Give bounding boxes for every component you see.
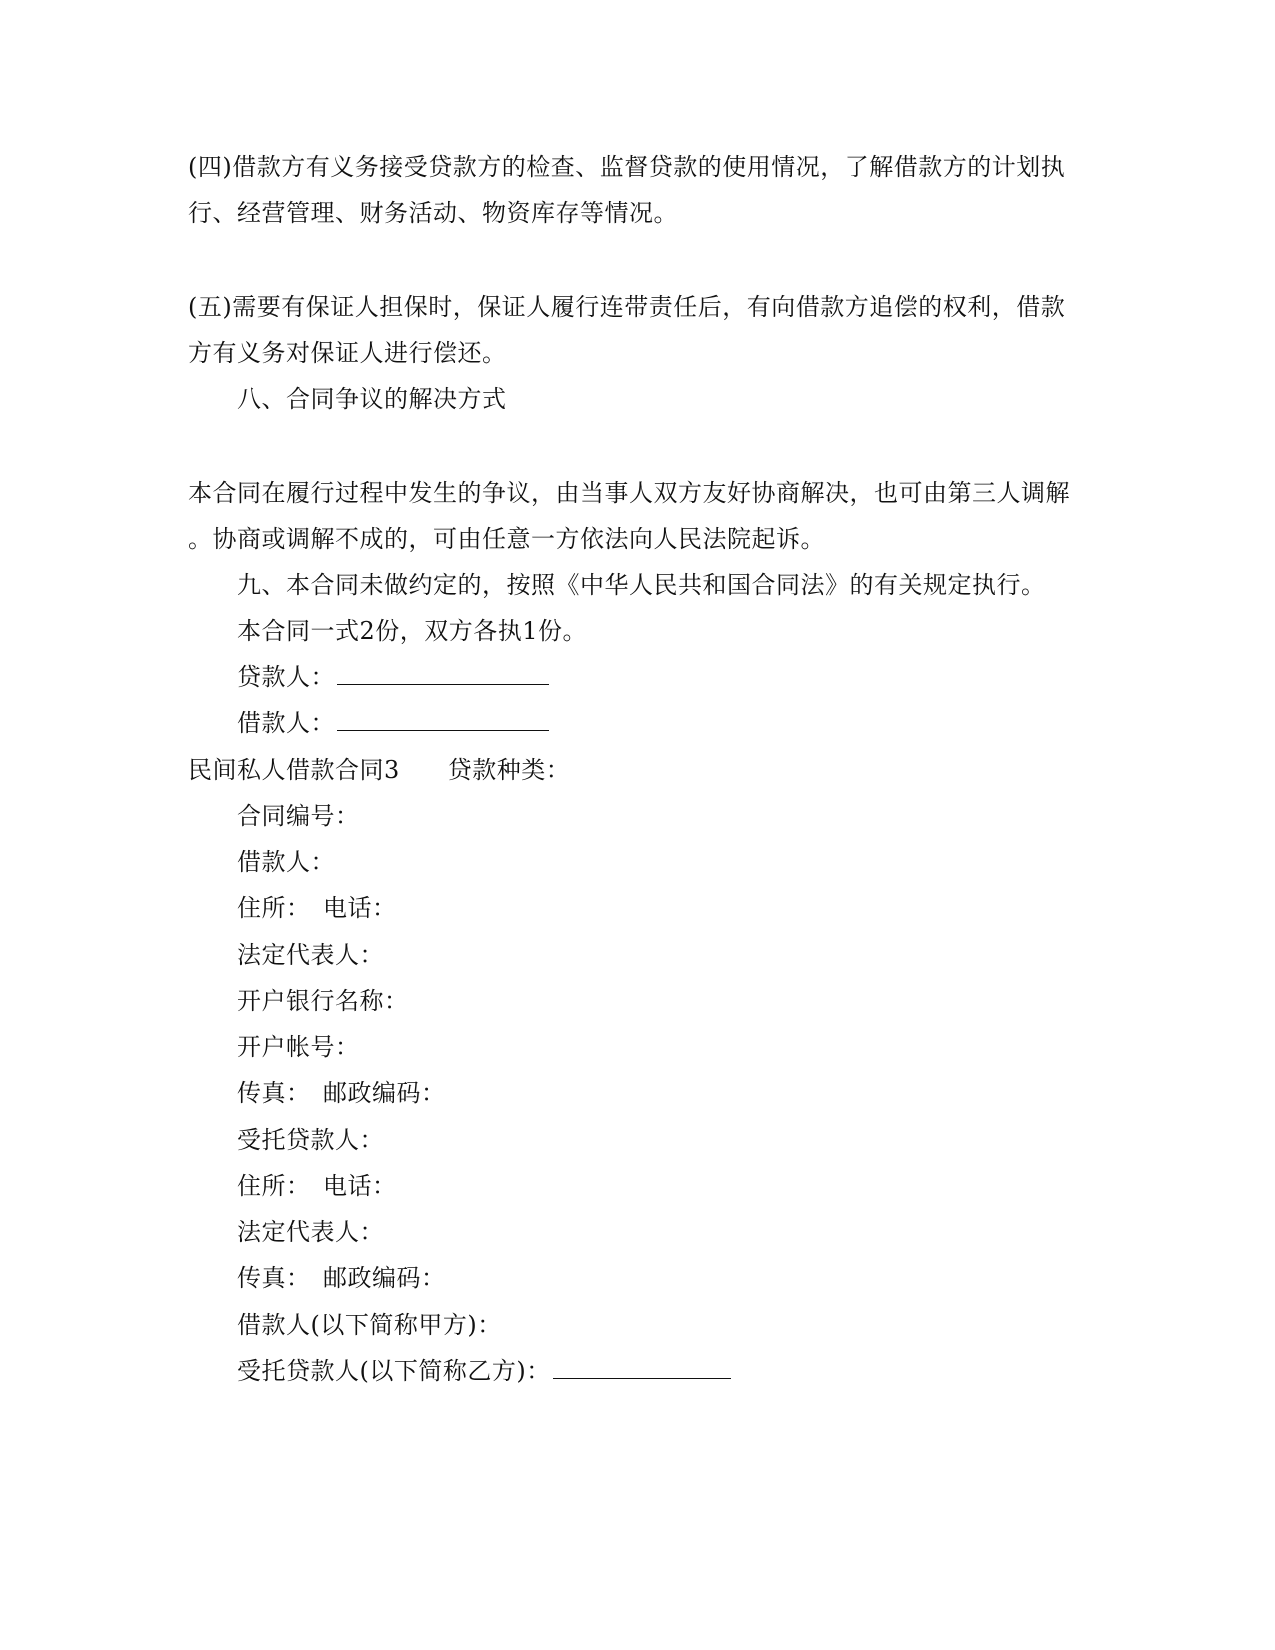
field-address-phone: 住所： 电话： [237,894,397,922]
field-fax-postcode: 传真： 邮政编码： [237,1079,446,1107]
loan-type-label: 贷款种类： [447,756,571,784]
field-address-phone-2: 住所： 电话： [237,1172,397,1200]
para4-line-1: (四)借款方有义务接受贷款方的检查、监督贷款的使用情况，了解借款方的计划执 [188,153,1066,181]
lender-label: 贷款人： [237,663,335,691]
section-8-heading: 八、合同争议的解决方式 [237,385,507,413]
contract-3-heading-line [188,755,570,785]
lender-blank [337,662,549,685]
dispute-line-1: 本合同在履行过程中发生的争议，由当事人双方友好协商解决，也可由第三人调解 [188,479,1070,507]
field-borrower: 借款人： [237,848,335,876]
borrower-signature-line [237,708,549,738]
borrower-blank [337,708,549,731]
para4-line-2: 行、经营管理、财务活动、物资库存等情况。 [188,199,678,227]
field-entrusted-lender: 受托贷款人： [237,1126,384,1154]
section-9: 九、本合同未做约定的，按照《中华人民共和国合同法》的有关规定执行。 [237,571,1046,599]
entrusted-lender-label: 受托贷款人(以下简称乙方)： [237,1357,551,1385]
para5-line-2: 方有义务对保证人进行偿还。 [188,339,507,367]
field-bank-name: 开户银行名称： [237,987,409,1015]
borrower-label: 借款人： [237,709,335,737]
field-fax-postcode-2: 传真： 邮政编码： [237,1264,446,1292]
entrusted-lender-party-b-line [237,1356,731,1386]
field-borrower-party-a: 借款人(以下简称甲方)： [237,1311,502,1339]
para5-line-1: (五)需要有保证人担保时，保证人履行连带责任后，有向借款方追偿的权利，借款 [188,293,1066,321]
field-legal-representative: 法定代表人： [237,941,384,969]
field-contract-number: 合同编号： [237,802,360,830]
lender-signature-line [237,662,549,692]
contract-3-title: 民间私人借款合同3 [188,756,400,784]
field-account-number: 开户帐号： [237,1033,360,1061]
entrusted-lender-blank [553,1356,731,1379]
copies-clause: 本合同一式2份，双方各执1份。 [237,617,588,645]
field-legal-representative-2: 法定代表人： [237,1218,384,1246]
dispute-line-2: 。协商或调解不成的，可由任意一方依法向人民法院起诉。 [188,525,825,553]
